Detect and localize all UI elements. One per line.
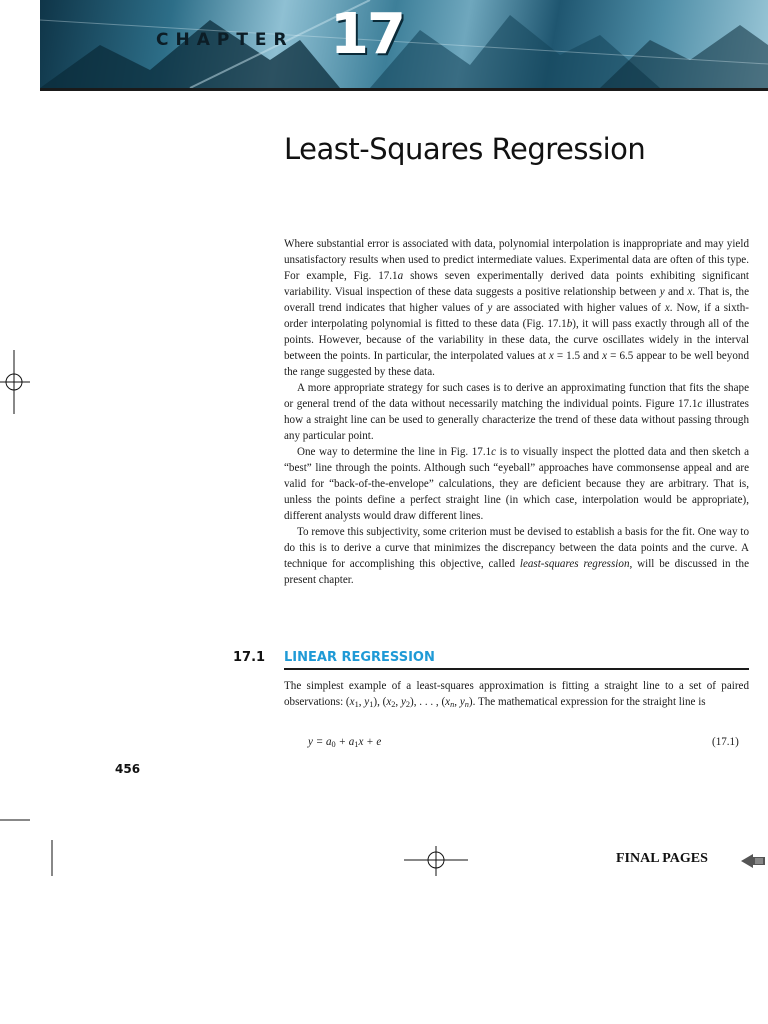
text-run: To remove this subjectivity, some criterion must be devised to establish a basis for the fit. One way to do this is to derive a curve that minimizes the discrepancy between the data points and the curve. A technique for accomplishing this objective, called: [284, 526, 749, 570]
italic-text: x: [687, 286, 693, 298]
text-run: ), it will pass exactly through all of the points. However, because of the variability in these data, the curve oscillates widely in the interval between the points. In particular, the interpolated values at: [284, 318, 749, 362]
intro-paragraph: [284, 444, 749, 524]
section-number: 17.1: [233, 650, 266, 665]
text-run: One way to determine the line in Fig. 17.1: [297, 446, 492, 458]
text-run: +: [335, 736, 349, 748]
text-run: ,: [358, 696, 365, 708]
arrow-left-icon: [741, 852, 765, 868]
subscript: 1: [354, 740, 359, 750]
banner-background-art: [40, 0, 768, 88]
equation: [308, 736, 381, 749]
chapter-title: Least-Squares Regression: [284, 132, 646, 167]
text-run: ), (: [373, 696, 387, 708]
italic-text: c: [491, 446, 497, 458]
italic-text: x: [445, 696, 451, 708]
text-run: A more appropriate strategy for such cases is to derive an approximating function that fits the shape or general trend of the data without necessarily matching the individual points. Figure 17.1: [284, 382, 749, 410]
italic-text: least-squares regression,: [519, 558, 633, 570]
section-title: LINEAR REGRESSION: [284, 650, 435, 665]
subscript: 1: [354, 700, 359, 710]
banner-rule: [40, 88, 768, 91]
subscript: 2: [391, 700, 396, 710]
text-run: and: [664, 286, 688, 298]
text-run: ), . . . , (: [410, 696, 446, 708]
italic-text: b: [566, 318, 573, 330]
italic-text: y: [400, 696, 406, 708]
text-run: . That is, the overall trend indicates that higher values of: [284, 286, 749, 314]
intro-text: [284, 236, 749, 588]
text-run: ). The mathematical expression for the straight line is: [468, 696, 706, 708]
text-run: +: [363, 736, 377, 748]
text-run: = 6.5 appear to be well beyond the range suggested by these data.: [284, 350, 749, 378]
intro-paragraph: [284, 236, 749, 380]
italic-text: x: [358, 736, 364, 748]
text-run: = 1.5 and: [553, 350, 603, 362]
chapter-label: CHAPTER: [156, 30, 294, 50]
subscript: n: [450, 700, 455, 710]
crop-mark-vertical: [50, 840, 54, 876]
text-run: shows seven experimentally derived data points exhibiting significant variability. Visual inspection of these data suggests a positive relationship between: [284, 270, 749, 298]
page-number: 456: [115, 762, 141, 776]
italic-text: a: [325, 736, 332, 748]
italic-text: c: [697, 398, 703, 410]
subscript: 1: [369, 700, 374, 710]
final-pages-label: FINAL PAGES: [616, 851, 708, 866]
intro-paragraph: [284, 380, 749, 444]
italic-text: e: [376, 736, 382, 748]
registration-mark-left: [0, 350, 30, 414]
text-run: =: [312, 736, 326, 748]
text-run: ,: [454, 696, 460, 708]
italic-text: a: [397, 270, 404, 282]
subscript: 2: [405, 700, 411, 710]
equation-number: (17.1): [712, 736, 739, 748]
italic-text: a: [348, 736, 355, 748]
subscript: n: [464, 700, 469, 710]
text-run: will be discussed in the present chapter.: [284, 558, 749, 586]
intro-paragraph: [284, 524, 749, 588]
italic-text: y: [659, 286, 665, 298]
italic-text: y: [308, 736, 313, 748]
section-rule: [284, 668, 749, 670]
italic-text: x: [548, 350, 554, 362]
chapter-banner: [40, 0, 768, 88]
registration-mark-bottom: [404, 846, 468, 876]
text-run: ,: [395, 696, 401, 708]
italic-text: x: [602, 350, 608, 362]
text-run: . Now, if a sixth-order interpolating polynomial is fitted to these data (Fig. 17.1: [284, 302, 749, 330]
italic-text: y: [459, 696, 465, 708]
text-run: illustrates how a straight line can be used to generally characterize the trend of these data without passing through any particular point.: [284, 398, 749, 442]
chapter-number: 17: [330, 2, 404, 67]
italic-text: x: [386, 696, 392, 708]
italic-text: y: [364, 696, 370, 708]
text-run: are associated with higher values of: [492, 302, 665, 314]
text-run: is to visually inspect the plotted data and then sketch a “best” line through the points. Although such “eyeball” approaches have commonsense appeal and are valid for “back-of-the-envelope” calculations, they are deficient because they are arbitrary. That is, unless the points define a perfect straight line (in which case, interpolation would be appropriate), different analysts would draw different lines.: [284, 446, 749, 522]
text-run: The simplest example of a least-squares approximation is fitting a straight line to a set of paired observations: (: [284, 680, 749, 708]
subscript: 0: [331, 740, 336, 750]
section-text: [284, 678, 749, 713]
italic-text: y: [487, 302, 493, 314]
text-run: Where substantial error is associated with data, polynomial interpolation is inappropriate and may yield unsatisfactory results when used to predict intermediate values. Experimental data are often of this type. For example, Fig. 17.1: [284, 238, 749, 282]
crop-mark-left: [0, 818, 30, 822]
italic-text: x: [349, 696, 355, 708]
italic-text: x: [664, 302, 670, 314]
section-paragraph: [284, 678, 749, 713]
